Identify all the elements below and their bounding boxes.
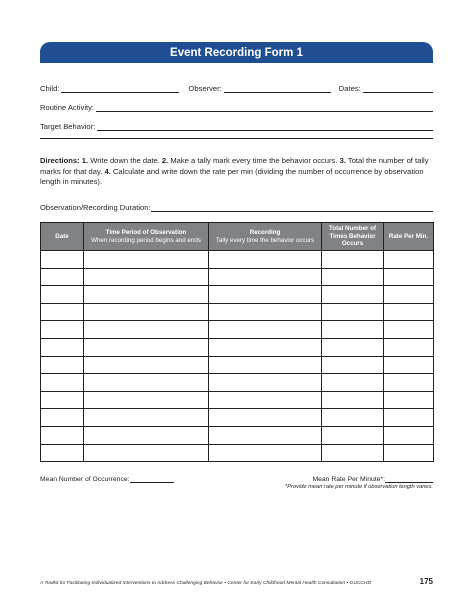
page-footer	[40, 577, 433, 586]
table-row	[41, 268, 434, 286]
table-row	[41, 303, 434, 321]
routine-label: Routine Activity:	[40, 103, 95, 112]
table-cell[interactable]	[322, 251, 384, 269]
table-cell[interactable]	[84, 444, 209, 462]
event-recording-table	[40, 222, 434, 462]
col-date-header	[41, 223, 84, 251]
step-2-number: 2.	[161, 156, 169, 165]
dates-label: Dates:	[338, 84, 361, 93]
col-recording-title: Recording	[249, 229, 281, 237]
table-cell[interactable]	[41, 391, 84, 409]
col-rate-header	[384, 223, 434, 251]
target-row	[40, 112, 433, 131]
table-cell[interactable]	[384, 338, 434, 356]
table-cell[interactable]	[209, 356, 322, 374]
table-cell[interactable]	[41, 409, 84, 427]
mean-occurrence-field[interactable]	[130, 474, 174, 483]
table-cell[interactable]	[209, 338, 322, 356]
table-cell[interactable]	[41, 321, 84, 339]
table-cell[interactable]	[384, 251, 434, 269]
table-cell[interactable]	[322, 268, 384, 286]
table-cell[interactable]	[322, 444, 384, 462]
table-cell[interactable]	[84, 391, 209, 409]
table-row	[41, 374, 434, 392]
table-cell[interactable]	[84, 303, 209, 321]
duration-label: Observation/Recording Duration:	[40, 203, 151, 212]
col-time-period-subtitle: When recording period begins and ends	[91, 236, 201, 244]
table-cell[interactable]	[384, 303, 434, 321]
table-cell[interactable]	[84, 426, 209, 444]
mean-occurrence-row	[40, 474, 174, 483]
col-recording-header	[209, 223, 322, 251]
table-row	[41, 391, 434, 409]
table-cell[interactable]	[322, 391, 384, 409]
routine-field[interactable]	[96, 102, 433, 112]
table-row	[41, 321, 434, 339]
col-time-period-title: Time Period of Observation	[105, 229, 187, 237]
step-1-text: Write down the date.	[88, 156, 162, 165]
table-cell[interactable]	[84, 338, 209, 356]
table-cell[interactable]	[84, 374, 209, 392]
table-cell[interactable]	[322, 356, 384, 374]
table-cell[interactable]	[384, 286, 434, 304]
table-cell[interactable]	[322, 409, 384, 427]
duration-field[interactable]	[151, 202, 433, 212]
target-label: Target Behavior:	[40, 122, 96, 131]
directions-lead: Directions:	[40, 156, 80, 165]
dates-field[interactable]	[363, 83, 433, 93]
footer-credit: A Toolkit for Facilitating Individualized Interventions to Address Challenging Behavior • Center for Early Childhood Mental Health Consultation • GUCCHD	[40, 581, 371, 586]
table-cell[interactable]	[384, 356, 434, 374]
table-row	[41, 251, 434, 269]
table-cell[interactable]	[84, 321, 209, 339]
table-cell[interactable]	[209, 409, 322, 427]
table-cell[interactable]	[322, 286, 384, 304]
table-cell[interactable]	[41, 356, 84, 374]
table-cell[interactable]	[41, 268, 84, 286]
table-cell[interactable]	[209, 321, 322, 339]
table-cell[interactable]	[84, 268, 209, 286]
table-cell[interactable]	[84, 409, 209, 427]
step-3-number: 3.	[339, 156, 346, 165]
table-cell[interactable]	[84, 286, 209, 304]
mean-rate-note: *Provide mean rate per minute if observation length varies.	[285, 484, 433, 490]
col-date-title: Date	[55, 232, 69, 240]
table-row	[41, 409, 434, 427]
table-cell[interactable]	[209, 268, 322, 286]
col-total-header	[322, 223, 384, 251]
table-cell[interactable]	[41, 426, 84, 444]
child-field[interactable]	[61, 83, 179, 93]
table-cell[interactable]	[209, 251, 322, 269]
table-cell[interactable]	[384, 426, 434, 444]
table-row	[41, 286, 434, 304]
table-cell[interactable]	[384, 321, 434, 339]
table-cell[interactable]	[41, 286, 84, 304]
table-cell[interactable]	[384, 409, 434, 427]
step-1-number: 1.	[81, 156, 89, 165]
col-rate-title: Rate Per Min.	[388, 232, 429, 240]
table-cell[interactable]	[322, 303, 384, 321]
table-row	[41, 426, 434, 444]
mean-rate-row	[312, 474, 433, 483]
table-row	[41, 338, 434, 356]
mean-rate-field[interactable]	[385, 474, 433, 483]
step-3-text: Total the number of tally marks for that day.	[40, 156, 429, 176]
table-cell[interactable]	[41, 251, 84, 269]
table-cell[interactable]	[384, 374, 434, 392]
table-cell[interactable]	[41, 444, 84, 462]
table-cell[interactable]	[209, 303, 322, 321]
table-cell[interactable]	[84, 356, 209, 374]
table-cell[interactable]	[84, 251, 209, 269]
form-title: Event Recording Form 1	[170, 46, 303, 59]
form-title-banner	[40, 42, 433, 63]
table-cell[interactable]	[41, 303, 84, 321]
table-cell[interactable]	[41, 338, 84, 356]
table-cell[interactable]	[322, 426, 384, 444]
child-observer-dates-row	[40, 74, 433, 93]
col-time-period-header	[84, 223, 209, 251]
col-total-title: Total Number of Times Behavior Occurs	[329, 225, 376, 248]
routine-row	[40, 93, 433, 112]
table-cell[interactable]	[322, 338, 384, 356]
mean-occurrence-label: Mean Number of Occurrence:	[40, 476, 130, 483]
target-field[interactable]	[97, 121, 433, 131]
duration-row	[40, 202, 433, 212]
table-cell[interactable]	[209, 444, 322, 462]
observer-field[interactable]	[224, 83, 331, 93]
table-cell[interactable]	[209, 286, 322, 304]
table-cell[interactable]	[209, 391, 322, 409]
step-4-text: Calculate and write down the rate per min (dividing the number of occurrence by observation length in minutes).	[40, 166, 424, 186]
observer-label: Observer:	[188, 84, 222, 93]
directions-text	[40, 156, 433, 188]
child-label: Child:	[40, 84, 60, 93]
table-body	[41, 251, 434, 462]
step-4-number: 4.	[104, 166, 111, 176]
table-cell[interactable]	[322, 321, 384, 339]
table-cell[interactable]	[209, 374, 322, 392]
table-cell[interactable]	[384, 391, 434, 409]
table-row	[41, 356, 434, 374]
table-row	[41, 444, 434, 462]
header-fields	[40, 74, 433, 131]
step-2-text: Make a tally mark every time the behavior occurs.	[168, 156, 340, 165]
mean-rate-label: Mean Rate Per Minute*:	[312, 476, 385, 483]
table-cell[interactable]	[384, 444, 434, 462]
page-number: 175	[419, 577, 433, 586]
table-cell[interactable]	[322, 374, 384, 392]
col-recording-subtitle: Tally every time the behavior occurs	[215, 236, 315, 244]
table-cell[interactable]	[384, 268, 434, 286]
table-cell[interactable]	[209, 426, 322, 444]
target-continuation-line[interactable]	[40, 138, 433, 139]
table-cell[interactable]	[41, 374, 84, 392]
table-header-row	[41, 223, 434, 251]
